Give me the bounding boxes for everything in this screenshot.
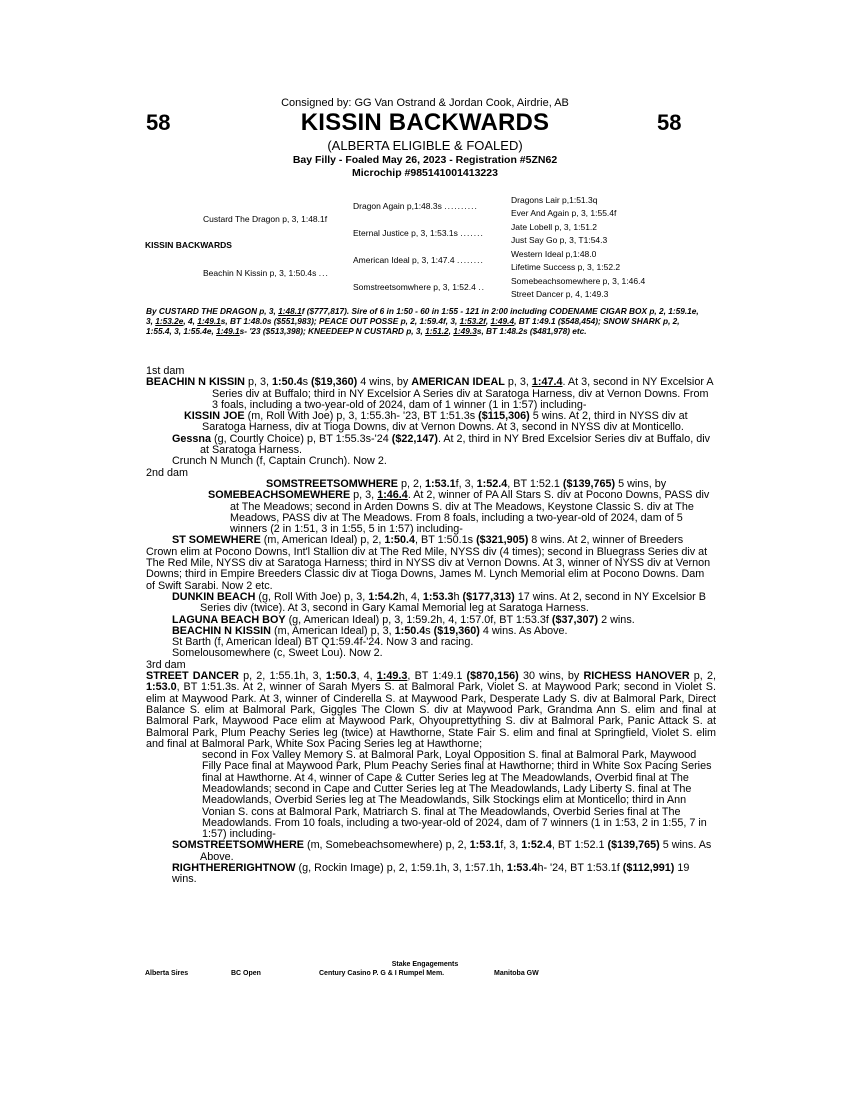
- stake-item-alberta-sires: Alberta Sires: [145, 970, 189, 977]
- second-dam-entry: SOMSTREETSOMWHERE p, 2, 1:53.1f, 3, 1:52.4, BT 1:52.1 ($139,765) 5 wins, by: [266, 477, 667, 490]
- third-dam-heading: 3rd dam: [146, 658, 186, 671]
- pedigree-subject: KISSIN BACKWARDS: [145, 240, 232, 250]
- stake-item-manitoba-gw: Manitoba GW: [494, 970, 539, 977]
- first-dam-foal-2: Gessna (g, Courtly Choice) p, BT 1:55.3s-'24 ($22,147). At 2, third in NY Bred Excelsior Series div at Buffalo, div at Saratoga Harness.: [172, 432, 711, 457]
- hip-number-left: 58: [146, 110, 171, 135]
- pedigree-dam-sire: American Ideal p, 3, 1:47.4 ........: [353, 255, 484, 265]
- third-dam-foal-2: RIGHTHERERIGHTNOW (g, Rockin Image) p, 2, 1:59.1h, 3, 1:57.1h, 1:53.4h- '24, BT 1:53.1f ($112,991) 19 wins.: [172, 862, 690, 886]
- pedigree-gg-7: Somebeachsomewhere p, 3, 1:46.4: [511, 276, 646, 286]
- second-dam-heading: 2nd dam: [146, 466, 189, 479]
- third-dam-entry: STREET DANCER p, 2, 1:55.1h, 3, 1:50.3, 4, 1:49.3, BT 1:49.1 ($870,156) 30 wins, by RICHESS HANOVER p, 2, 1:53.0, BT 1:51.3s. At 2, winner of Sarah Myers S. at Balmoral Park, Violet S. at Maywood Park; second in Violet S. elim at Maywood Park. At 3, winner of Cinderella S. at Maywood Park, Desperate Lady S. div at Balmoral Park, Direct Balance S. elim at Balmoral Park, Giggles The Clown S. div at Maywood Park, Grandma Ann S. elim and final at Balmoral Park, Maywood Pace elim at Maywood Park, Ohyouprettything S. div at Balmoral Park, Panic Attack S. at Balmoral Park, Plum Peachy Series leg (twice) at Hawthorne, State Fair S. elim and final at Springfield, Violet S. elim and final at Balmoral Park, White Sox Pacing Series leg at Hawthorne;: [146, 670, 716, 750]
- pedigree-dam-dam: Somstreetsomwhere p, 3, 1:52.4 ..: [353, 282, 485, 292]
- eligibility: (ALBERTA ELIGIBLE & FOALED): [327, 138, 523, 153]
- first-dam-entry: BEACHIN N KISSIN p, 3, 1:50.4s ($19,360) 4 wins, by AMERICAN IDEAL p, 3, 1:47.4. At 3, second in NY Excelsior A Series div at Buffalo; third in NY Excelsior A Series div at Saratoga Harness, div at Vernon Downs. From 3 foals, including a two-year-old of 2024, dam of 1 winner (1 in 1:57) including-: [146, 376, 713, 411]
- stake-engagements-title: Stake Engagements: [391, 961, 459, 968]
- pedigree-gg-2: Ever And Again p, 3, 1:55.4f: [511, 208, 617, 218]
- pedigree-sire: Custard The Dragon p, 3, 1:48.1f: [203, 214, 328, 224]
- second-dam-foal-1: ST SOMEWHERE (m, American Ideal) p, 2, 1:50.4, BT 1:50.1s ($321,905) 8 wins. At 2, winner of Breeders Crown elim at Pocono Downs, Int'l Stallion div at The Red Mile, NYSS div (4 times); second in Bluegrass Series div at The Red Mile, NYSS div at Saratoga Harness; third in NYSS div at Vernon Downs. At 3, winner of NYSS div at Vernon Downs; third in Empire Breeders Classic div at Tioga Downs, James M. Lynch Memorial elim at Pocono Downs. Dam of Swift Sarabi. Now 2 etc.: [146, 534, 711, 592]
- second-dam-foal-3: LAGUNA BEACH BOY (g, American Ideal) p, 3, 1:59.2h, 4, 1:57.0f, BT 1:53.3f ($37,307) 2 wins.: [172, 613, 635, 626]
- second-dam-foal-2: DUNKIN BEACH (g, Roll With Joe) p, 3, 1:54.2h, 4, 1:53.3h ($177,313) 17 wins. At 2, second in NY Excelsior B Series div (twice). At 3, second in Gary Kamal Memorial leg at Saratoga Harness.: [172, 590, 706, 615]
- pedigree-gg-3: Jate Lobell p, 3, 1:51.2: [511, 222, 598, 232]
- second-dam-sire: SOMEBEACHSOMEWHERE p, 3, 1:46.4. At 2, winner of PA All Stars S. div at Pocono Downs, PASS div at The Meadows; second in Arden Downs S. div at The Meadows, Keystone Classic S. div at The Meadows, PASS div at The Meadows. From 8 foals, including a two-year-old of 2024, dam of 5 winners (2 in 1:51, 3 in 1:55, 5 in 1:57) including-: [208, 489, 710, 536]
- pedigree-sire-dam: Eternal Justice p, 3, 1:53.1s .......: [353, 228, 484, 238]
- third-dam-continuation: second in Fox Valley Memory S. at Balmoral Park, Loyal Opposition S. final at Balmoral Park, Maywood Filly Pace final at Maywood Park, Plum Peachy Series final at Hawthorne; third in White Sox Pacing Series final at Hawthorne. At 4, winner of Cape & Cutter Series leg at The Meadowlands, Overbid final at The Meadowlands; second in Cape and Cutter Series leg at The Meadowlands, Lady Liberty S. final at The Meadowlands, Overbid Series leg at The Meadowlands, Silk Stockings elim at Monticello; third in Ann Vonian S. cons at Balmoral Park, Matriarch S. final at The Meadowlands, Overbid Series final at The Meadowlands. From 10 foals, including a two-year-old of 2024, dam of 7 winners (1 in 1:53, 2 in 1:55, 7 in 1:57) including-: [202, 749, 712, 841]
- second-dam-foal-4: BEACHIN N KISSIN (m, American Ideal) p, 3, 1:50.4s ($19,360) 4 wins. As Above.: [172, 624, 568, 637]
- pedigree-gg-4: Just Say Go p, 3, T1:54.3: [511, 235, 608, 245]
- third-dam-foal-1: SOMSTREETSOMWHERE (m, Somebeachsomewhere) p, 2, 1:53.1f, 3, 1:52.4, BT 1:52.1 ($139,765) 5 wins. As Above.: [172, 839, 712, 863]
- second-dam-foal-5: St Barth (f, American Ideal) BT Q1:59.4f-'24. Now 3 and racing.: [172, 636, 474, 649]
- pedigree-dam: Beachin N Kissin p, 3, 1:50.4s ...: [203, 268, 329, 278]
- horse-name: KISSIN BACKWARDS: [300, 109, 550, 136]
- second-dam-foal-6: Somelousomewhere (c, Sweet Lou). Now 2.: [172, 647, 383, 660]
- stake-item-century-casino: Century Casino P. G & I Rumpel Mem.: [319, 970, 445, 977]
- pedigree-gg-8: Street Dancer p, 4, 1:49.3: [511, 289, 609, 299]
- first-dam-foal-3: Crunch N Munch (f, Captain Crunch). Now 2.: [172, 455, 387, 468]
- microchip: Microchip #985141001413223: [352, 167, 498, 179]
- pedigree-gg-6: Lifetime Success p, 3, 1:52.2: [511, 262, 621, 272]
- sire-summary: By CUSTARD THE DRAGON p, 3, 1:48.1f ($777,817). Sire of 6 in 1:50 - 60 in 1:55 - 121 in 2:00 including CODENAME CIGAR BOX p, 2, 1:59.1e, 3, 1:53.2e, 4, 1:49.1s, BT 1:48.0s ($551,983); PEACE OUT POSSE p, 2, 1:59.4f, 3, 1:53.2f, 1:49.4, BT 1:49.1 ($548,454); SNOW SHARK p, 2, 1:55.4, 3, 1:55.4e, 1:49.1s- '23 ($513,398); KNEEDEEP N CUSTARD p, 3, 1:51.2, 1:49.3s, BT 1:48.2s ($481,978) etc.: [146, 306, 699, 336]
- stake-item-bc-open: BC Open: [231, 970, 261, 977]
- consigned-by: Consigned by: GG Van Ostrand & Jordan Cook, Airdrie, AB: [281, 97, 569, 109]
- horse-description: Bay Filly - Foaled May 26, 2023 - Registration #5ZN62: [292, 154, 558, 166]
- first-dam-heading: 1st dam: [146, 365, 185, 377]
- pedigree-gg-5: Western Ideal p,1:48.0: [511, 249, 597, 259]
- hip-number-right: 58: [657, 110, 682, 135]
- female-family: [146, 366, 716, 886]
- pedigree-sire-sire: Dragon Again p,1:48.3s ..........: [353, 201, 478, 211]
- pedigree-gg-1: Dragons Lair p,1:51.3q: [511, 195, 598, 205]
- first-dam-foal-1: KISSIN JOE (m, Roll With Joe) p, 3, 1:55.3h- '23, BT 1:51.3s ($115,306) 5 wins. At 2, third in NYSS div at Saratoga Harness, div at Tioga Downs, div at Vernon Downs. At 3, second in NYSS div at Monticello.: [184, 410, 688, 434]
